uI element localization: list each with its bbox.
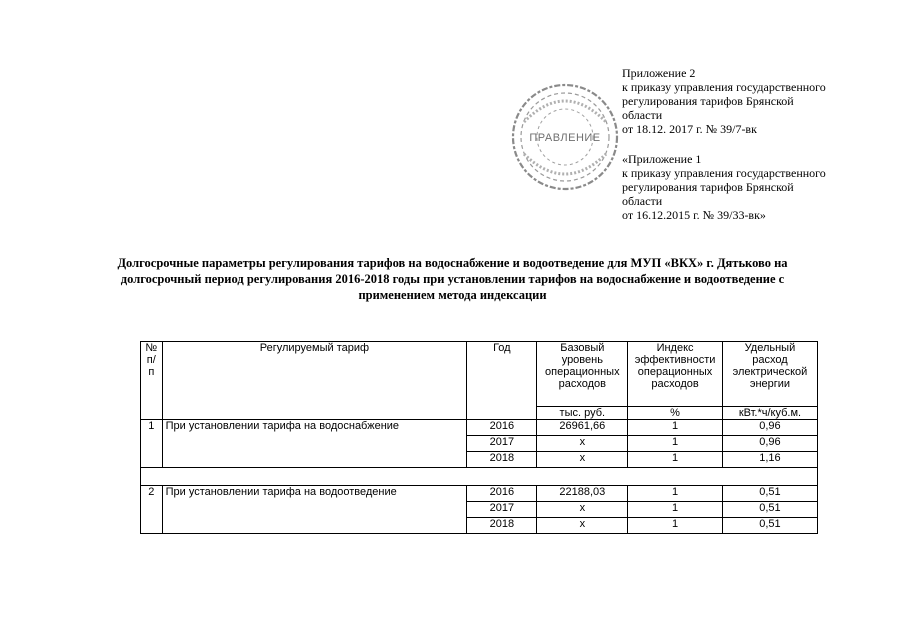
header-num: № п/п — [141, 342, 163, 420]
annex-previous — [622, 152, 826, 222]
cell-year: 2016 — [467, 486, 537, 502]
cell-base: 26961,66 — [537, 420, 628, 436]
annex-line: области — [622, 108, 663, 122]
annex-line: регулирования тарифов Брянской — [622, 180, 794, 194]
cell-year: 2016 — [467, 420, 537, 436]
group-num: 2 — [141, 486, 163, 534]
cell-year: 2018 — [467, 452, 537, 468]
cell-index: 1 — [628, 486, 723, 502]
title-line: долгосрочный период регулирования 2016-2018 годы при установлении тарифов на водоснабжение и водоотведение с — [120, 272, 785, 286]
annex-line: к приказу управления государственного — [622, 166, 826, 180]
table-spacer-row — [141, 468, 818, 486]
header-energy: Удельный расход электрической энергии — [722, 342, 817, 407]
cell-energy: 1,16 — [722, 452, 817, 468]
unit-index: % — [628, 407, 723, 420]
spacer-cell — [141, 468, 818, 486]
cell-index: 1 — [628, 420, 723, 436]
cell-year: 2017 — [467, 436, 537, 452]
title-line: применением метода индексации — [358, 288, 547, 302]
annex-line: от 16.12.2015 г. № 39/33-вк» — [622, 208, 766, 222]
header-base: Базовый уровень операционных расходов — [537, 342, 628, 407]
cell-year: 2017 — [467, 502, 537, 518]
header-index: Индекс эффективности операционных расходов — [628, 342, 723, 407]
title-line: Долгосрочные параметры регулирования тарифов на водоснабжение и водоотведение для МУП «ВКХ» г. Дятьково на — [117, 256, 788, 270]
parameters-table — [140, 341, 818, 534]
cell-index: 1 — [628, 518, 723, 534]
cell-energy: 0,51 — [722, 518, 817, 534]
cell-base: х — [537, 518, 628, 534]
table-row — [141, 486, 818, 502]
cell-index: 1 — [628, 452, 723, 468]
annex-line: «Приложение 1 — [622, 152, 702, 166]
stamp-text: ПРАВЛЕНИЕ — [529, 132, 601, 144]
cell-energy: 0,51 — [722, 502, 817, 518]
table-header-row — [141, 342, 818, 407]
group-num: 1 — [141, 420, 163, 468]
annex-line: к приказу управления государственного — [622, 80, 826, 94]
annex-line: регулирования тарифов Брянской — [622, 94, 794, 108]
annex-line: области — [622, 194, 663, 208]
cell-base: х — [537, 436, 628, 452]
cell-energy: 0,96 — [722, 436, 817, 452]
cell-energy: 0,96 — [722, 420, 817, 436]
table-row — [141, 420, 818, 436]
cell-index: 1 — [628, 502, 723, 518]
cell-index: 1 — [628, 436, 723, 452]
cell-energy: 0,51 — [722, 486, 817, 502]
round-stamp — [510, 82, 620, 192]
cell-base: х — [537, 502, 628, 518]
header-year: Год — [467, 342, 537, 420]
group-name: При установлении тарифа на водоотведение — [162, 486, 467, 534]
unit-energy: кВт.*ч/куб.м. — [722, 407, 817, 420]
unit-base: тыс. руб. — [537, 407, 628, 420]
header-name: Регулируемый тариф — [162, 342, 467, 420]
annex-current — [622, 66, 826, 136]
cell-base: х — [537, 452, 628, 468]
document-title — [100, 255, 805, 303]
group-name: При установлении тарифа на водоснабжение — [162, 420, 467, 468]
annex-line: от 18.12. 2017 г. № 39/7-вк — [622, 122, 757, 136]
cell-base: 22188,03 — [537, 486, 628, 502]
annex-line: Приложение 2 — [622, 66, 696, 80]
cell-year: 2018 — [467, 518, 537, 534]
